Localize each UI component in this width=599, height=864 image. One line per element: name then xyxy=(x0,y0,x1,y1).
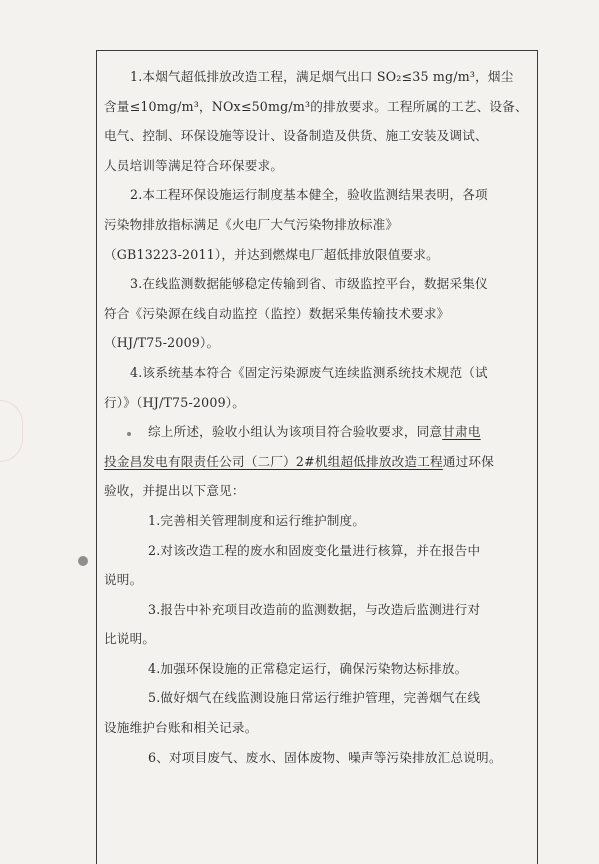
conclusion-line: （GB13223-2011），并达到燃煤电厂超低排放限值要求。 xyxy=(104,246,439,262)
table-border-top xyxy=(96,50,538,51)
conclusion-line: （HJ/T75-2009）。 xyxy=(104,335,220,351)
opinion-line: 1.完善相关管理制度和运行维护制度。 xyxy=(148,512,366,528)
opinion-line: 2.对该改造工程的废水和固废变化量进行核算，并在报告中 xyxy=(148,542,481,558)
summary-line-2 xyxy=(104,447,532,477)
ink-smudge xyxy=(78,556,88,566)
opinion-line: 说明。 xyxy=(104,572,143,588)
project-name-part-2: 投金昌发电有限责任公司（二厂）2#机组超低排放改造工程 xyxy=(104,453,443,469)
opinion-line: 5.做好烟气在线监测设施日常运行维护管理，完善烟气在线 xyxy=(148,690,481,706)
conclusion-line: 3.在线监测数据能够稳定传输到省、市级监控平台，数据采集仪 xyxy=(130,276,488,292)
conclusion-line: 人员培训等满足符合环保要求。 xyxy=(104,157,284,173)
opinion-line: 比说明。 xyxy=(104,631,156,647)
table-border-right xyxy=(537,50,538,864)
opinion-line: 3.报告中补充项目改造前的监测数据，与改造后监测进行对 xyxy=(148,601,481,617)
project-name-part-1: 甘肃电 xyxy=(442,424,481,440)
opinion-line: 4.加强环保设施的正常稳定运行，确保污染物达标排放。 xyxy=(148,660,468,676)
conclusion-line: 污染物排放指标满足《火电厂大气污染物排放标准》 xyxy=(104,216,399,232)
conclusion-line: 符合《污染源在线自动监控（监控）数据采集传输技术要求》 xyxy=(104,305,450,321)
faint-stamp-mark xyxy=(0,400,23,462)
opinion-line: 6、对项目废气、废水、固体废物、噪声等污染排放汇总说明。 xyxy=(148,749,502,765)
opinions-list xyxy=(104,506,532,772)
conclusion-line: 2.本工程环保设施运行制度基本健全，验收监测结果表明，各项 xyxy=(130,187,488,203)
opinion-line: 设施维护台账和相关记录。 xyxy=(104,720,258,736)
conclusion-line: 电气、控制、环保设施等设计、设备制造及供货、施工安装及调试、 xyxy=(104,128,488,144)
table-border-left xyxy=(96,50,97,864)
conclusion-line: 行）》（HJ/T75-2009）。 xyxy=(104,394,246,410)
conclusions-list xyxy=(104,62,532,417)
conclusion-line: 含量≤10mg/m³，NOx≤50mg/m³的排放要求。工程所属的工艺、设备、 xyxy=(104,98,528,114)
conclusion-line: 4.该系统基本符合《固定污染源废气连续监测系统技术规范（试 xyxy=(130,364,488,380)
summary-suffix: 通过环保 xyxy=(442,453,494,469)
summary-prefix: 综上所述，验收小组认为该项目符合验收要求，同意 xyxy=(148,424,443,440)
summary-line-3: 验收，并提出以下意见： xyxy=(104,483,245,499)
summary-line-1 xyxy=(104,417,532,447)
document-body xyxy=(104,62,532,772)
conclusion-line: 1.本烟气超低排放改造工程，满足烟气出口 SO₂≤35 mg/m³，烟尘 xyxy=(130,69,514,84)
